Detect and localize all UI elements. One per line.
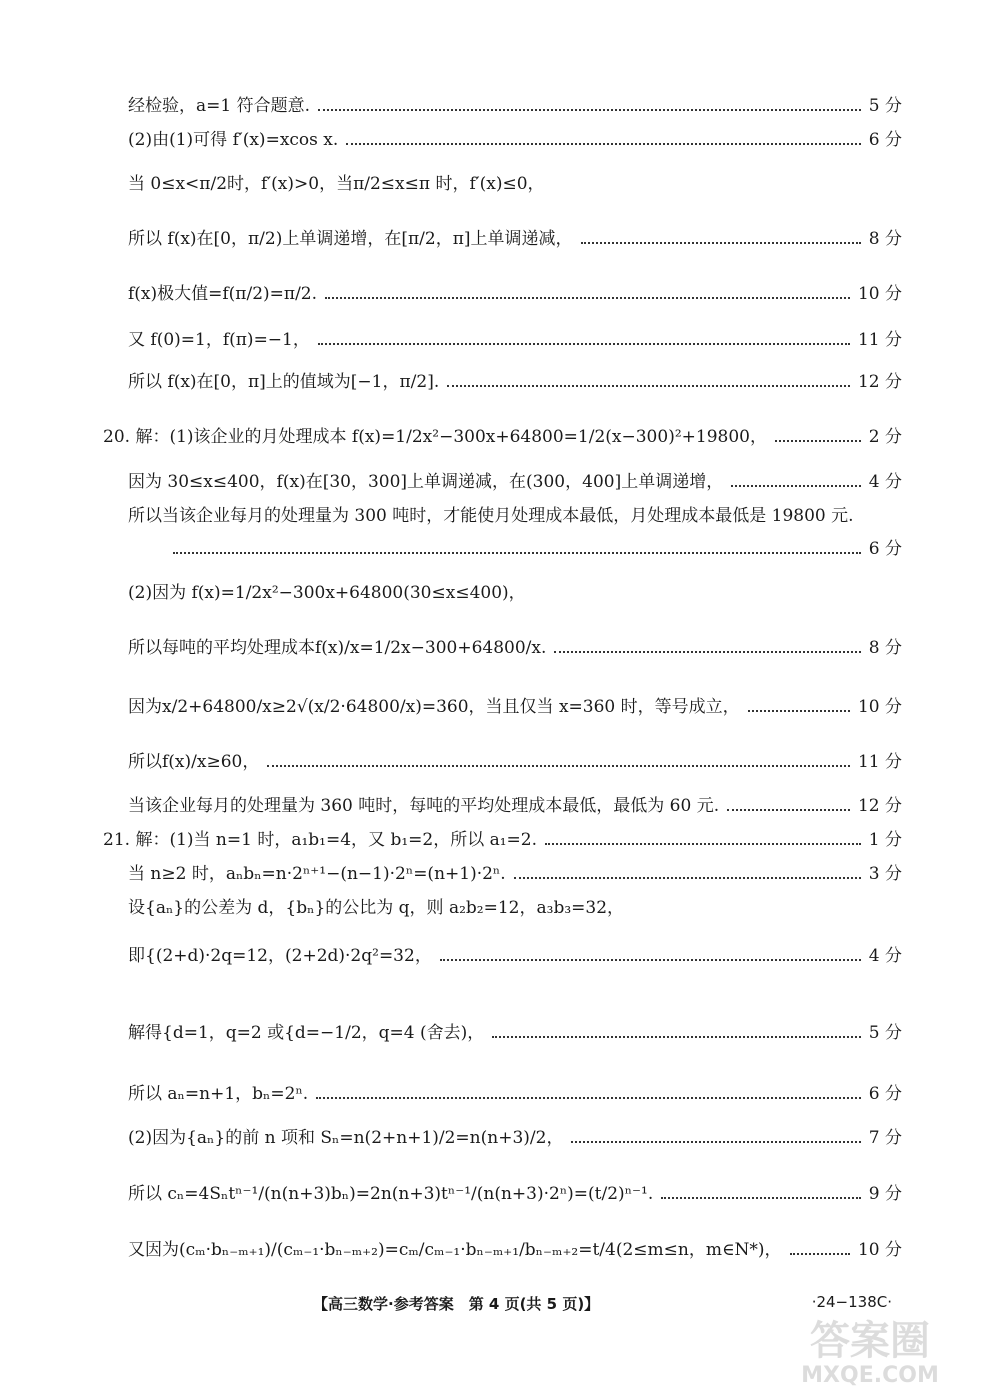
leader-dots [173,552,861,554]
answer-line [128,130,902,151]
answer-line [128,1084,902,1105]
answer-line [128,946,902,967]
line-score: 10 分 [857,284,902,304]
line-text: 又因为(cₘ·bₙ₋ₘ₊₁)/(cₘ₋₁·bₙ₋ₘ₊₂)=cₘ/cₘ₋₁·bₙ₋ₘ₊₁/bₙ₋ₘ₊₂=t/4(2≤m≤n，m∈N*)， [128,1240,782,1260]
answer-line [103,830,902,851]
footer-doc-code: ·24−138C· [811,1293,892,1311]
answer-line [128,898,624,919]
answer-line [128,697,902,718]
line-text: 所以f(x)/x≥60， [128,752,260,772]
line-score: 12 分 [857,372,902,392]
line-score: 6 分 [868,130,902,150]
line-text: 当该企业每月的处理量为 360 吨时，每吨的平均处理成本最低，最低为 60 元. [128,796,720,816]
line-text: 所以 aₙ=n+1，bₙ=2ⁿ. [128,1084,309,1104]
line-score: 8 分 [868,638,902,658]
answer-line [128,229,902,250]
leader-dots [316,1097,861,1099]
leader-dots [346,143,860,145]
line-text: 即{(2+d)·2q=12，(2+2d)·2q²=32， [128,946,432,966]
line-text: 21. 解：(1)当 n=1 时，a₁b₁=4，又 b₁=2，所以 a₁=2. [103,830,538,850]
line-score: 4 分 [868,946,902,966]
leader-dots [748,710,850,712]
watermark-site: MXQE.COM [801,1363,939,1387]
answer-line [128,1128,902,1149]
leader-dots [318,109,861,111]
line-score: 9 分 [868,1184,902,1204]
line-text: (2)因为{aₙ}的前 n 项和 Sₙ=n(2+n+1)/2=n(n+3)/2， [128,1128,564,1148]
line-text: 所以 f(x)在[0，π]上的值域为[−1，π/2]. [128,372,440,392]
line-text: 所以 f(x)在[0，π/2)上单调递增，在[π/2，π]上单调递减， [128,229,573,249]
answer-line [128,330,902,351]
answer-line [128,284,902,305]
line-text: f(x)极大值=f(π/2)=π/2. [128,284,318,304]
leader-dots [492,1036,861,1038]
leader-dots [727,809,850,811]
line-score: 3 分 [868,864,902,884]
answer-line [128,583,526,604]
line-score: 12 分 [857,796,902,816]
line-text: 20. 解：(1)该企业的月处理成本 f(x)=1/2x²−300x+64800=1/2(x−300)²+19800， [103,427,767,447]
leader-dots [440,959,861,961]
line-score: 6 分 [868,539,902,559]
watermark-text: 答案圈 [810,1318,930,1364]
answer-line [128,1184,902,1205]
line-text: 当 0≤x<π/2时，f′(x)>0，当π/2≤x≤π 时，f′(x)≤0， [128,174,545,194]
line-text: 解得{d=1，q=2 或{d=−1/2，q=4 (舍去)， [128,1023,485,1043]
leader-dots [790,1253,850,1255]
answer-line [128,372,902,393]
line-text: 所以 cₙ=4Sₙtⁿ⁻¹/(n(n+3)bₙ)=2n(n+3)tⁿ⁻¹/(n(n+3)·2ⁿ)=(t/2)ⁿ⁻¹. [128,1184,654,1204]
line-score: 1 分 [868,830,902,850]
line-text: 所以每吨的平均处理成本f(x)/x=1/2x−300+64800/x. [128,638,547,658]
line-text: 经检验，a=1 符合题意. [128,96,311,116]
line-score: 2 分 [868,427,902,447]
answer-line [128,506,854,527]
answer-line [128,752,902,773]
answer-line [103,427,902,448]
line-score: 11 分 [857,752,902,772]
line-text: 设{aₙ}的公差为 d，{bₙ}的公比为 q，则 a₂b₂=12，a₃b₃=32， [128,898,625,918]
line-text: (2)因为 f(x)=1/2x²−300x+64800(30≤x≤400)， [128,583,526,603]
leader-dots [318,343,850,345]
line-score: 10 分 [857,697,902,717]
line-score: 10 分 [857,1240,902,1260]
leader-dots [267,765,850,767]
answer-line [128,174,545,195]
leader-dots [545,843,861,845]
line-text: 因为x/2+64800/x≥2√(x/2·64800/x)=360，当且仅当 x=360 时，等号成立， [128,697,740,717]
line-text: (2)由(1)可得 f′(x)=xcos x. [128,130,339,150]
line-score: 4 分 [868,472,902,492]
leader-dots [571,1141,860,1143]
line-text: 当 n≥2 时，aₙbₙ=n·2ⁿ⁺¹−(n−1)·2ⁿ=(n+1)·2ⁿ. [128,864,506,884]
line-text: 所以当该企业每月的处理量为 300 吨时，才能使月处理成本最低，月处理成本最低是 19800 元. [128,506,854,526]
leader-dots [325,297,850,299]
leader-dots [661,1197,861,1199]
leader-dots [775,440,861,442]
line-score: 11 分 [857,330,902,350]
leader-dots [554,651,860,653]
answer-line [128,472,902,493]
leader-dots [581,242,861,244]
answer-line [128,796,902,817]
watermark-logo [770,1312,970,1387]
answer-line [128,1240,902,1261]
answer-line [128,1023,902,1044]
line-text: 因为 30≤x≤400，f(x)在[30，300]上单调递减，在(300，400]上单调递增， [128,472,724,492]
answer-line [165,539,902,560]
footer-page-info: 【高三数学·参考答案 第 4 页(共 5 页)】 [313,1295,600,1313]
line-score: 8 分 [868,229,902,249]
leader-dots [514,877,861,879]
line-text: 又 f(0)=1，f(π)=−1， [128,330,310,350]
answer-line [128,864,902,885]
leader-dots [447,385,850,387]
line-score: 7 分 [868,1128,902,1148]
answer-line [128,638,902,659]
line-score: 6 分 [868,1084,902,1104]
answer-line [128,96,902,117]
leader-dots [731,485,861,487]
line-score: 5 分 [868,1023,902,1043]
line-score: 5 分 [868,96,902,116]
